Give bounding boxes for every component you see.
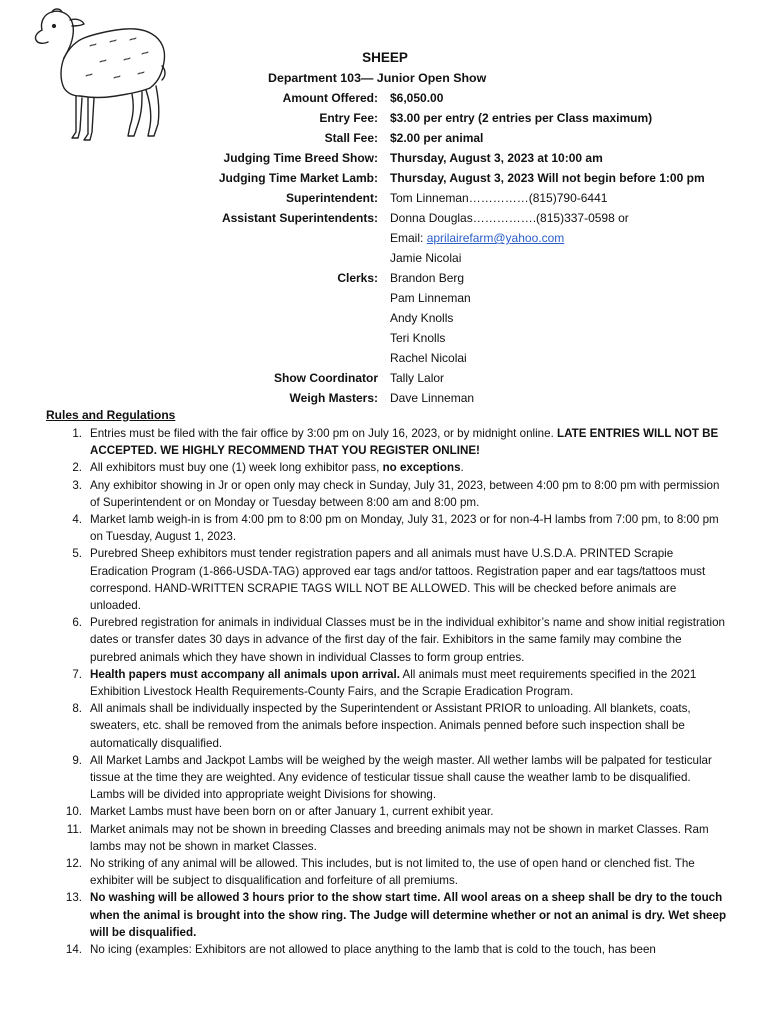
rule-text: No washing will be allowed 3 hours prior to the show start time. All wool areas on a sheep shall be dry to the touch when the animal is brought into the show ring. The Judge will determine whether or not an animal is dry. Wet sheep will be disqualified. xyxy=(90,891,727,939)
rule-text: All exhibitors must buy one (1) week long exhibitor pass, xyxy=(90,461,383,475)
rule-number: 2. xyxy=(72,461,82,475)
info-label: Amount Offered: xyxy=(282,91,378,105)
rule-number: 10. xyxy=(65,805,82,819)
info-row xyxy=(0,108,770,128)
rule-item xyxy=(46,821,728,855)
info-value-text: Teri Knolls xyxy=(390,331,446,345)
info-row xyxy=(0,188,770,208)
rule-number: 8. xyxy=(72,702,82,716)
info-label: Assistant Superintendents: xyxy=(221,211,378,225)
info-row xyxy=(0,228,770,248)
rule-number: 9. xyxy=(72,753,82,767)
info-value xyxy=(390,268,464,288)
rule-text: Purebred Sheep exhibitors must tender registration papers and all animals must have U.S.D.A. PRINTED Scrapie Eradication Program (1-866-USDA-TAG) approved ear tags and/or tattoos. Registration paper and ear tags/tattoos must correspond. HAND-WRITTEN SCRAPIE TAGS WILL NOT BE ALLOWED. This will be checked before animals are unloaded. xyxy=(90,547,706,613)
rule-number: 3. xyxy=(72,478,82,492)
rule-text: . xyxy=(460,461,464,475)
info-value xyxy=(390,88,443,108)
info-label: Entry Fee: xyxy=(319,111,378,125)
rule-number: 4. xyxy=(72,513,82,527)
info-row xyxy=(0,328,770,348)
info-row xyxy=(0,368,770,388)
info-row xyxy=(0,148,770,168)
info-value xyxy=(390,108,652,128)
info-value-text: Donna Douglas…………….(815)337-0598 or xyxy=(390,211,629,225)
rule-number: 13. xyxy=(65,891,82,905)
info-value-text: $3.00 per entry (2 entries per Class maximum) xyxy=(390,111,653,125)
info-row xyxy=(0,288,770,308)
rule-text: LATE ENTRIES WILL NOT BE ACCEPTED. WE HIGHLY RECOMMEND THAT YOU REGISTER ONLINE! xyxy=(90,427,719,458)
rule-item xyxy=(46,941,728,958)
rule-number: 11. xyxy=(66,822,82,836)
info-row xyxy=(0,248,770,268)
info-value xyxy=(390,148,603,168)
info-value xyxy=(390,348,467,368)
rule-text: All animals shall be individually inspected by the Superintendent or Assistant PRIOR to unloading. All blankets, coats, sweaters, etc. shall be removed from the animals before inspection. Animals penned before such inspection shall be automatically disqualified. xyxy=(90,702,691,750)
rule-text: Any exhibitor showing in Jr or open only may check in Sunday, July 31, 2023, between 4:00 pm to 8:00 pm with permission of Superintendent or on Monday or Tuesday between 8:00 am and 8:00 pm. xyxy=(90,478,720,509)
email-link[interactable]: aprilairefarm@yahoo.com xyxy=(426,231,565,245)
rule-item xyxy=(46,545,728,614)
rule-text: No icing (examples: Exhibitors are not allowed to place anything to the lamb that is cold to the touch, has been xyxy=(90,943,656,957)
info-label: Clerks: xyxy=(337,271,378,285)
rule-item xyxy=(46,666,728,700)
info-row xyxy=(0,268,770,288)
rule-item xyxy=(46,614,728,666)
rule-number: 1. xyxy=(72,427,82,440)
info-value xyxy=(390,208,629,228)
info-row xyxy=(0,168,770,188)
info-row xyxy=(0,88,770,108)
rule-number: 7. xyxy=(72,667,82,681)
rule-text: No striking of any animal will be allowed. This includes, but is not limited to, the use of open hand or clenched fist. The exhibiter will be subject to disqualification and forfeiture of all premiums. xyxy=(90,857,695,888)
rule-number: 14. xyxy=(65,943,82,957)
info-value xyxy=(390,128,483,148)
rule-item xyxy=(46,700,728,752)
info-value-text: $6,050.00 xyxy=(390,91,444,105)
show-info-list xyxy=(0,88,770,408)
rules-list xyxy=(46,425,728,958)
rule-number: 12. xyxy=(65,857,82,871)
info-value-text: Dave Linneman xyxy=(390,391,475,405)
rule-number: 6. xyxy=(72,616,82,630)
info-value-text: Jamie Nicolai xyxy=(390,251,462,265)
rule-item xyxy=(46,477,728,511)
rule-text: Purebred registration for animals in individual Classes must be in the individual exhibitor’s name and show initial registration dates or transfer dates 30 days in advance of the first day of the fair. Exhibitors in the same family may combine the purebred animals which they have shown in individual Classes to form group entries. xyxy=(90,616,725,664)
rule-item xyxy=(46,752,728,804)
rule-number: 5. xyxy=(72,547,82,561)
rule-text: Health papers must accompany all animals upon arrival. xyxy=(90,667,400,681)
info-value-text: Tally Lalor xyxy=(390,371,445,385)
department-heading: Department 103— Junior Open Show xyxy=(268,71,487,85)
rule-text: Market animals may not be shown in breeding Classes and breeding animals may not be shown in market Classes. Ram lambs may not be shown in market Classes. xyxy=(90,822,709,853)
info-value-text: Pam Linneman xyxy=(390,291,471,305)
info-value xyxy=(390,368,444,388)
info-value-text: Brandon Berg xyxy=(390,271,465,285)
info-label: Show Coordinator xyxy=(274,371,378,385)
rule-item xyxy=(46,855,728,889)
info-value xyxy=(390,308,453,328)
rule-text: Market Lambs must have been born on or after January 1, current exhibit year. xyxy=(90,805,494,819)
rules-heading: Rules and Regulations xyxy=(46,408,176,422)
rule-item xyxy=(46,511,728,545)
info-value-text: Rachel Nicolai xyxy=(390,351,467,365)
info-label: Stall Fee: xyxy=(324,131,378,145)
info-row xyxy=(0,128,770,148)
rule-item xyxy=(46,459,728,476)
info-value xyxy=(390,388,474,408)
info-value xyxy=(390,328,445,348)
info-row xyxy=(0,348,770,368)
info-value xyxy=(390,228,564,248)
info-value xyxy=(390,168,705,188)
info-row xyxy=(0,308,770,328)
rule-text: Market lamb weigh-in is from 4:00 pm to 8:00 pm on Monday, July 31, 2023 or for non-4-H lambs from 7:00 pm, to 8:00 pm on Tuesday, August 1, 2023. xyxy=(90,513,719,544)
info-value-text: Tom Linneman……………(815)790-6441 xyxy=(390,191,608,205)
info-value xyxy=(390,248,461,268)
info-label: Weigh Masters: xyxy=(289,391,378,405)
page-title: SHEEP xyxy=(362,50,408,65)
info-value-text: Email: xyxy=(390,231,424,245)
info-value xyxy=(390,288,471,308)
info-value-text: Thursday, August 3, 2023 Will not begin before 1:00 pm xyxy=(390,171,705,185)
info-label: Judging Time Market Lamb: xyxy=(218,171,378,185)
info-label: Superintendent: xyxy=(286,191,378,205)
rule-text: All animals must meet requirements specified in the 2021 Exhibition Livestock Health Requirements-County Fairs, and the Scrapie Eradication Program. xyxy=(90,667,697,699)
rule-item xyxy=(46,803,728,820)
rule-item xyxy=(46,425,728,459)
rule-item xyxy=(46,889,728,941)
rule-text: no exceptions xyxy=(382,461,461,475)
info-row xyxy=(0,388,770,408)
info-label: Judging Time Breed Show: xyxy=(223,151,378,165)
info-value-text: Thursday, August 3, 2023 at 10:00 am xyxy=(390,151,603,165)
rule-text: Entries must be filed with the fair office by 3:00 pm on July 16, 2023, or by midnight online. xyxy=(90,427,558,440)
info-value-text: Andy Knolls xyxy=(390,311,454,325)
info-row xyxy=(0,208,770,228)
info-value-text: $2.00 per animal xyxy=(390,131,484,145)
info-value xyxy=(390,188,607,208)
rule-text: All Market Lambs and Jackpot Lambs will be weighed by the weigh master. All wether lambs will be palpated for testicular tissue at the time they are weighted. Any evidence of testicular tissue shall cause the weather lamb to be disqualified. Lambs will be divided into appropriate weight Divisions for showing. xyxy=(90,753,712,802)
